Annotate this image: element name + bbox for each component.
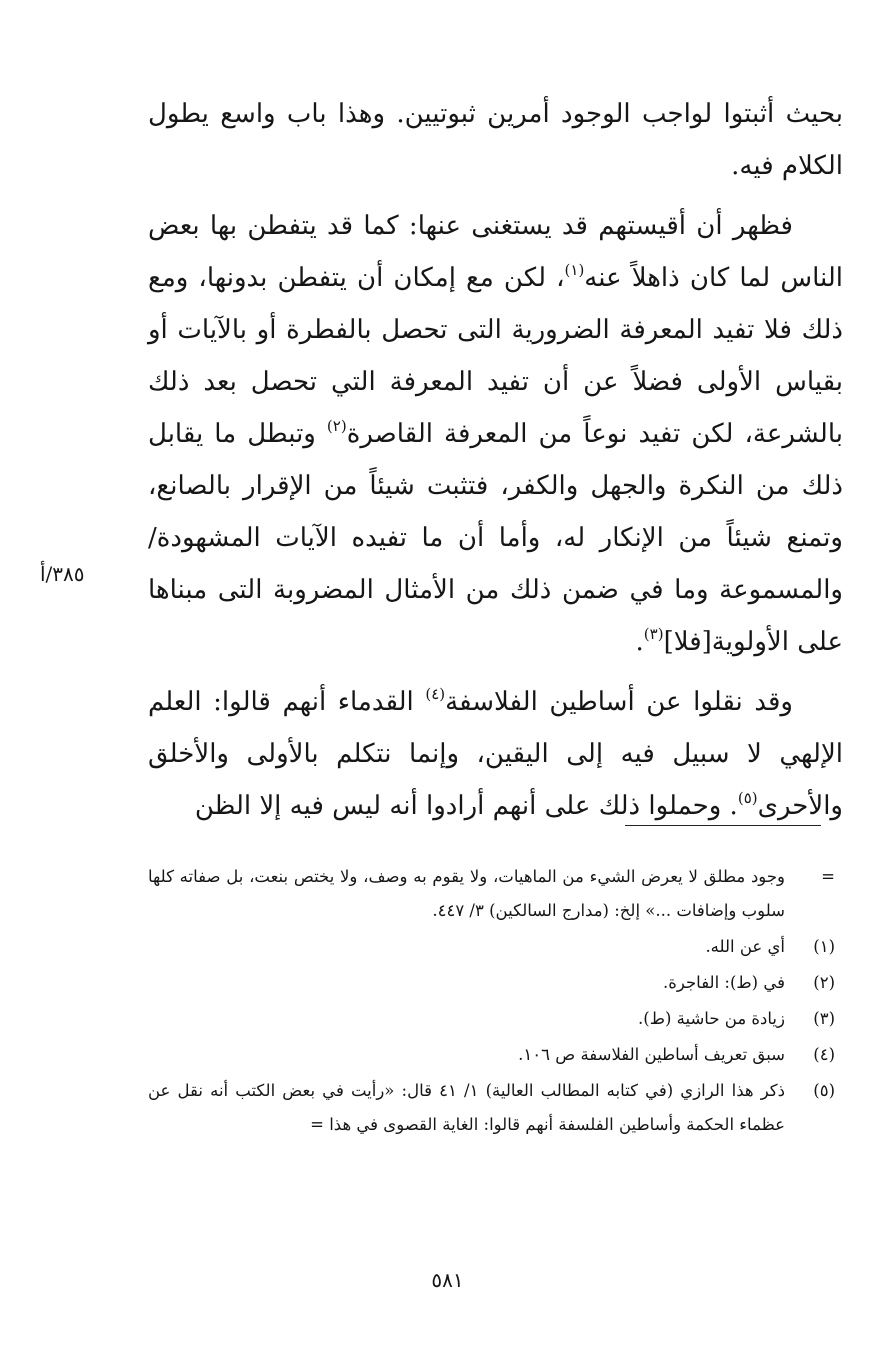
paragraph-text: وقد نقلوا عن أساطين الفلاسفة bbox=[445, 687, 793, 717]
paragraph-2 bbox=[148, 200, 843, 668]
footnote-5 bbox=[148, 1074, 843, 1142]
footnote-reference: (٥) bbox=[737, 789, 758, 807]
footnote-continuation bbox=[148, 860, 843, 928]
manuscript-folio-note: ٣٨٥/أ bbox=[40, 562, 85, 586]
paragraph-text: القدماء أنهم قالوا: العلم الإلهي لا سبيل فيه إلى اليقين، وإنما نتكلم بالأولى والأخلق والأحرى bbox=[148, 687, 843, 821]
main-text bbox=[148, 88, 843, 832]
footnote-reference: (١) bbox=[564, 261, 585, 279]
footnote-marker: = bbox=[821, 867, 835, 886]
footnote-3 bbox=[148, 1002, 843, 1036]
footnotes bbox=[148, 860, 843, 1142]
footnote-1 bbox=[148, 930, 843, 964]
footnote-separator bbox=[625, 825, 821, 826]
footnote-reference: (٢) bbox=[326, 417, 347, 435]
paragraph-3 bbox=[148, 676, 843, 832]
footnote-number: (١) bbox=[813, 937, 835, 956]
footnote-text: سبق تعريف أساطين الفلاسفة ص ١٠٦. bbox=[518, 1045, 785, 1064]
paragraph-text: . bbox=[635, 627, 644, 657]
paragraph-text: . وحملوا ذلك على أنهم أرادوا أنه ليس فيه إلا الظن bbox=[194, 791, 738, 821]
footnote-text: ذكر هذا الرازي (في كتابه المطالب العالية) ١/ ٤١ قال: «رأيت في بعض الكتب أنه نقل عن عظماء الحكمة وأساطين الفلسفة أنهم قالوا: الغاية القصوى في هذا = bbox=[148, 1081, 785, 1134]
paragraph-text: ، لكن مع إمكان أن يتفطن بدونها، ومع ذلك فلا تفيد المعرفة الضرورية التى تحصل بالفطرة أو بالآيات أو بقياس الأولى فضلاً عن أن تفيد المعرفة التي تحصل بعد ذلك بالشرعة، لكن تفيد نوعاً من المعرفة القاصرة bbox=[148, 263, 843, 449]
footnote-reference: (٣) bbox=[643, 625, 664, 643]
footnote-text: في (ط): الفاجرة. bbox=[662, 973, 785, 992]
footnote-number: (٥) bbox=[813, 1081, 835, 1100]
footnote-text: زيادة من حاشية (ط). bbox=[638, 1009, 785, 1028]
paragraph-text: وتبطل ما يقابل ذلك من النكرة والجهل والكفر، فتثبت شيئاً من الإقرار بالصانع، وتمنع شيئاً من الإنكار له، وأما أن ما تفيده الآيات المشهودة/والمسموعة وما في ضمن ذلك من الأمثال المضروبة التى مبناها على الأولوية[فلا] bbox=[148, 419, 843, 657]
footnote-text: أي عن الله. bbox=[705, 937, 785, 956]
footnote-number: (٤) bbox=[813, 1045, 835, 1064]
footnote-number: (٢) bbox=[813, 973, 835, 992]
footnote-2 bbox=[148, 966, 843, 1000]
footnote-4 bbox=[148, 1038, 843, 1072]
footnote-text: وجود مطلق لا يعرض الشيء من الماهيات، ولا يقوم به وصف، ولا يختص بنعت، بل صفاته كلها سلوب وإضافات ...» إلخ: (مدارج السالكين) ٣/ ٤٤٧. bbox=[148, 867, 785, 920]
page-number: ٥٨١ bbox=[431, 1268, 464, 1292]
paragraph-1 bbox=[148, 88, 843, 192]
paragraph-text: فظهر أن أقيستهم قد يستغنى عنها: كما قد يتفطن بها بعض الناس لما كان ذاهلاً عنه bbox=[148, 211, 843, 293]
paragraph-text: بحيث أثبتوا لواجب الوجود أمرين ثبوتيين. وهذا باب واسع يطول الكلام فيه. bbox=[148, 99, 843, 181]
footnote-reference: (٤) bbox=[425, 685, 446, 703]
footnote-number: (٣) bbox=[813, 1009, 835, 1028]
